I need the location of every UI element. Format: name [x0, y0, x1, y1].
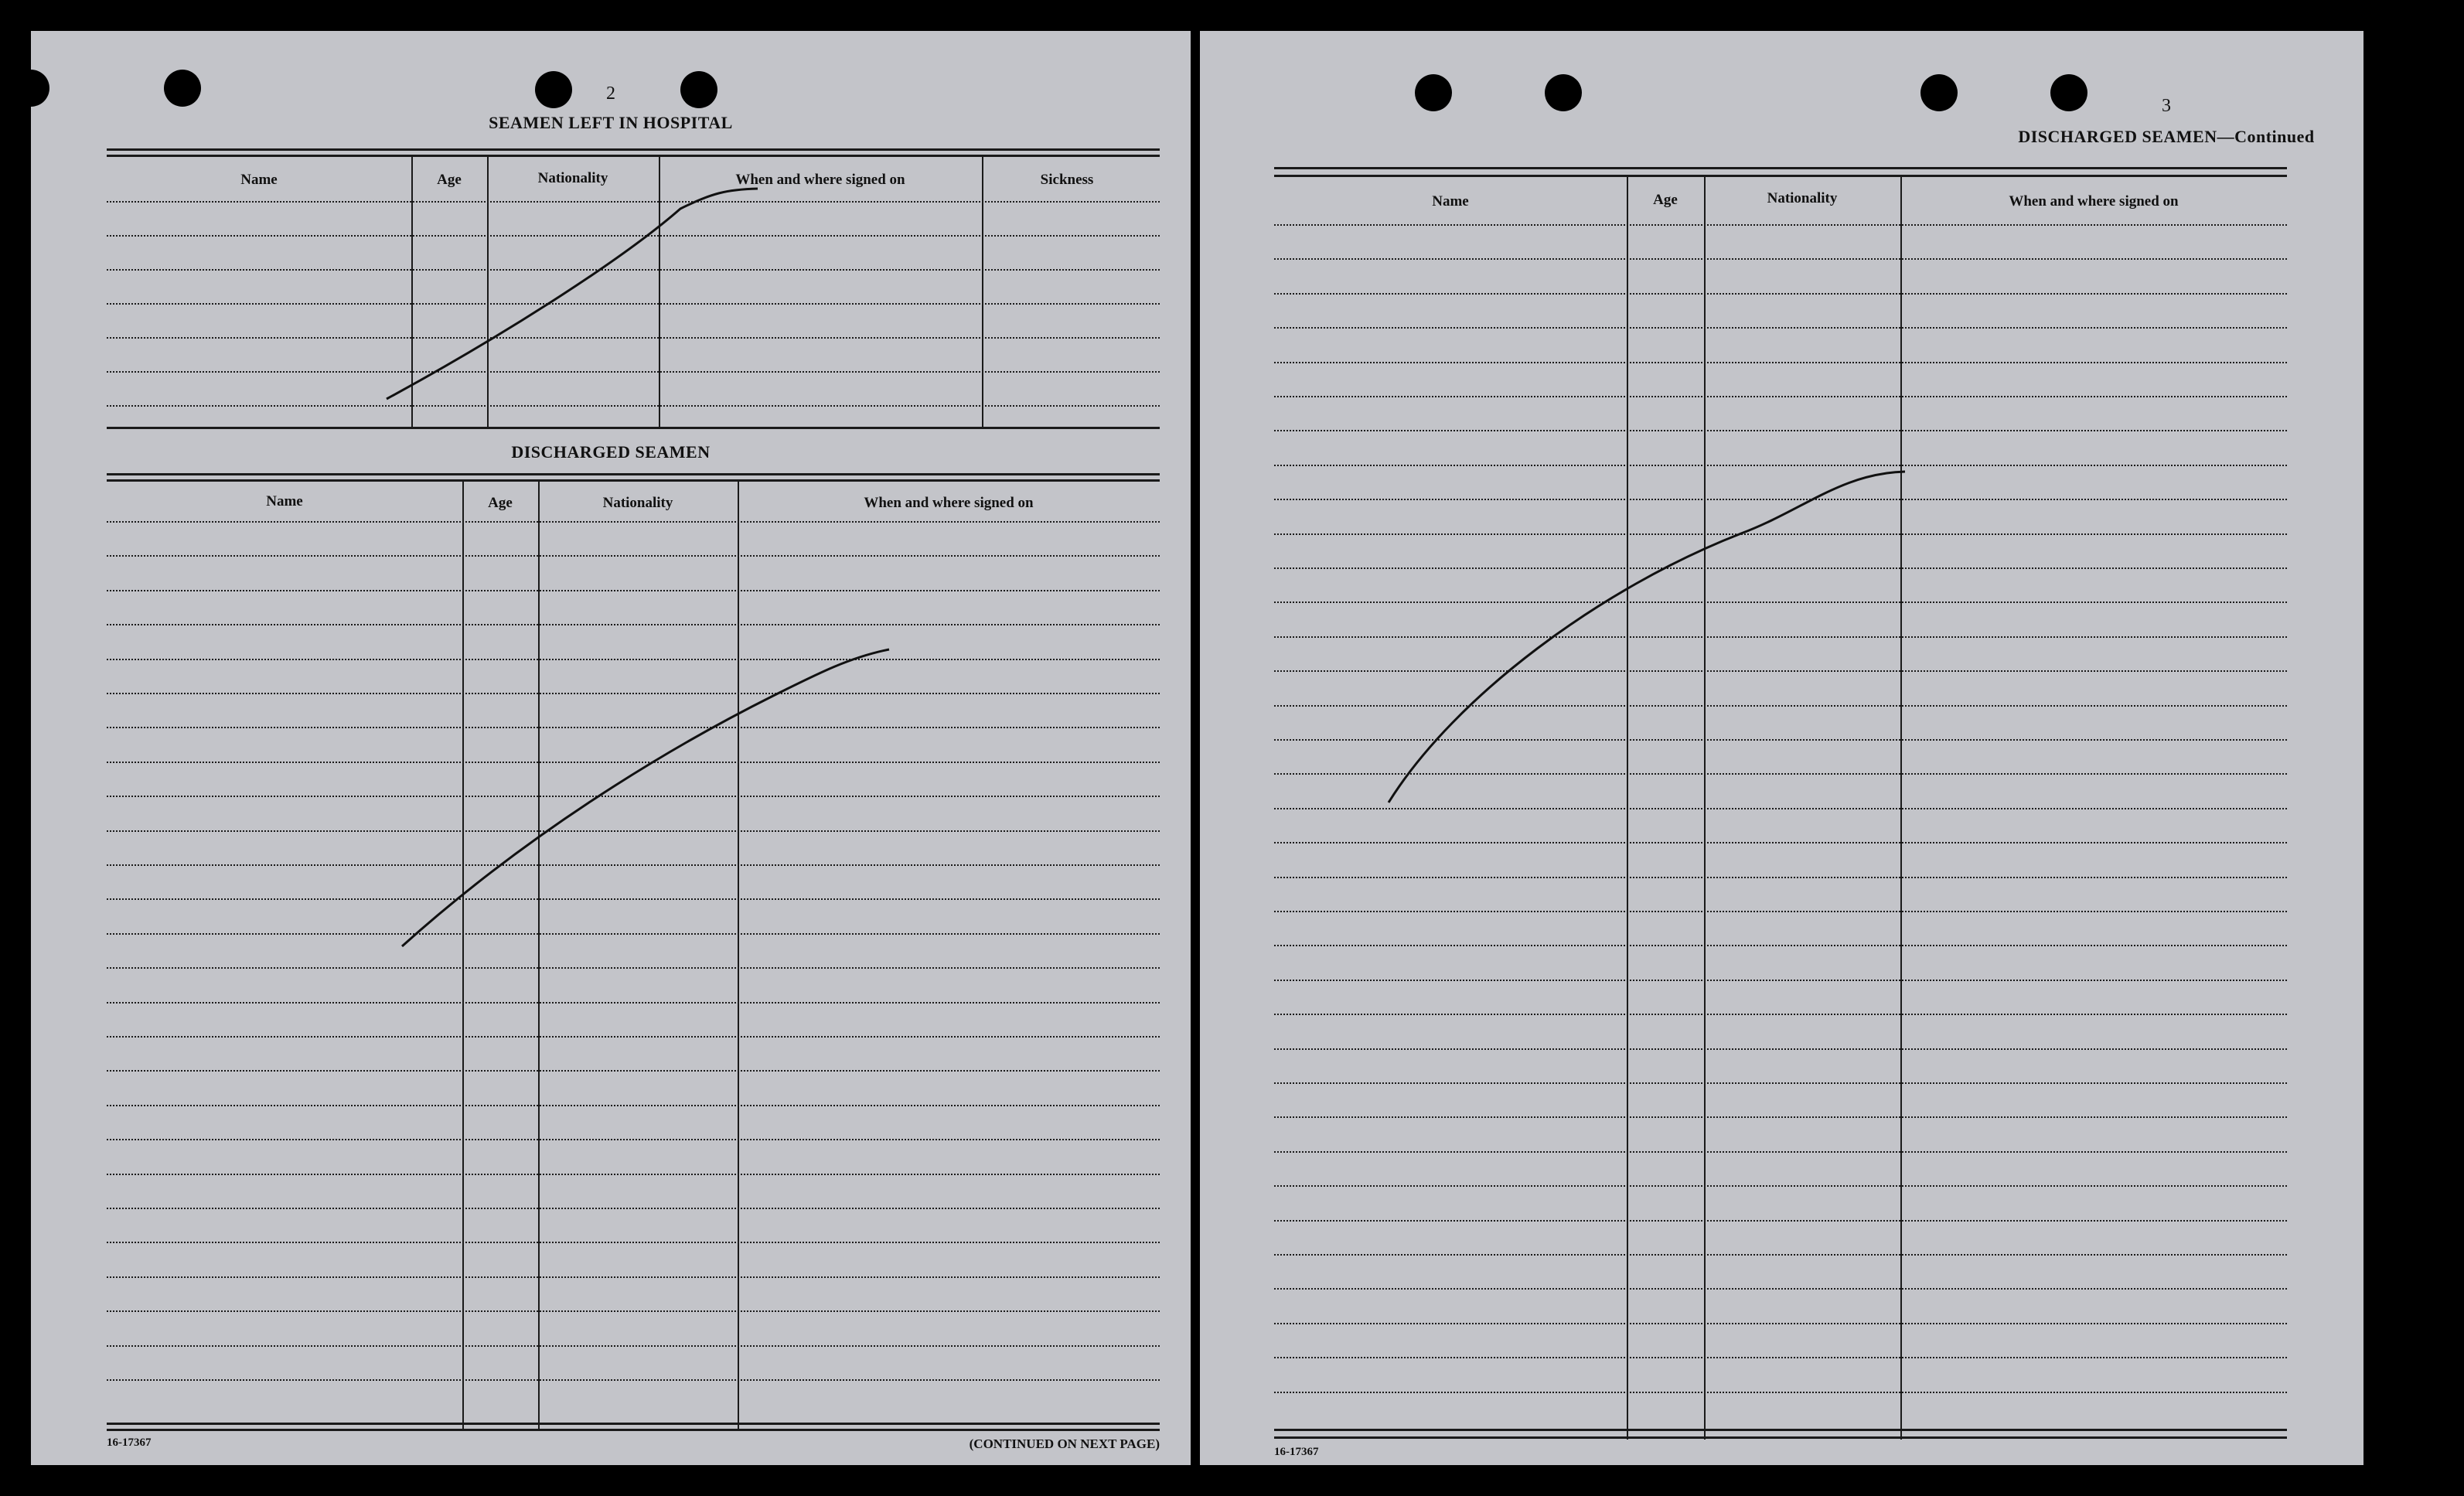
hospital-section-title: SEAMEN LEFT IN HOSPITAL — [489, 113, 733, 132]
ruled-line — [1274, 877, 2287, 878]
column-header-sickness: Sickness — [1040, 172, 1094, 188]
ruled-line — [107, 933, 1160, 935]
ruled-line — [1274, 533, 2287, 535]
ruled-line — [107, 405, 1160, 407]
ruled-line — [1274, 1116, 2287, 1118]
ruled-line — [107, 830, 1160, 832]
left-page — [31, 31, 1191, 1465]
ruled-line — [107, 1345, 1160, 1347]
table-bottom-rule — [107, 427, 1160, 429]
punch-hole — [1415, 74, 1452, 111]
column-header-name: Name — [1432, 193, 1469, 210]
ruled-line — [1274, 465, 2287, 466]
ruled-line — [1274, 1323, 2287, 1324]
column-divider — [1900, 175, 1902, 1440]
ruled-line — [107, 967, 1160, 969]
ruled-line — [107, 521, 1160, 523]
column-header-name: Name — [240, 172, 278, 188]
table-top-rule — [107, 148, 1160, 151]
discharged-continued-title: DISCHARGED SEAMEN—Continued — [2018, 127, 2315, 146]
page-number: 3 — [2162, 96, 2171, 116]
table-top-rule — [1274, 175, 2287, 177]
ruled-line — [1274, 499, 2287, 500]
ruled-line — [107, 555, 1160, 557]
table-top-rule — [1274, 167, 2287, 169]
ruled-line — [1274, 945, 2287, 946]
ruled-line — [107, 201, 1160, 203]
ruled-line — [107, 371, 1160, 373]
column-header-age: Age — [1653, 192, 1678, 208]
ruled-line — [107, 1070, 1160, 1072]
ruled-line — [107, 796, 1160, 797]
ruled-line — [107, 1276, 1160, 1278]
form-number: 16-17367 — [1274, 1446, 1319, 1458]
ruled-line — [1274, 224, 2287, 226]
ruled-line — [107, 337, 1160, 339]
column-divider — [538, 479, 540, 1429]
table-bottom-rule — [1274, 1436, 2287, 1439]
ruled-line — [107, 762, 1160, 763]
ruled-line — [1274, 430, 2287, 431]
punch-hole — [1545, 74, 1582, 111]
punch-hole — [535, 71, 572, 108]
ruled-line — [1274, 258, 2287, 260]
table-bottom-rule — [1274, 1429, 2287, 1431]
punch-hole — [2050, 74, 2087, 111]
column-divider — [462, 479, 464, 1429]
ruled-line — [1274, 1288, 2287, 1290]
column-divider — [411, 155, 413, 428]
ruled-line — [1274, 1082, 2287, 1084]
column-header-nationality: Nationality — [602, 495, 673, 511]
column-divider — [738, 479, 739, 1429]
ruled-line — [107, 624, 1160, 625]
ruled-line — [107, 1379, 1160, 1381]
ruled-line — [1274, 1185, 2287, 1187]
ruled-line — [1274, 842, 2287, 843]
ruled-line — [1274, 911, 2287, 912]
form-number: 16-17367 — [107, 1436, 152, 1449]
ruled-line — [1274, 808, 2287, 809]
column-divider — [982, 155, 983, 428]
ruled-line — [107, 1036, 1160, 1038]
ruled-line — [107, 590, 1160, 591]
ruled-line — [1274, 1151, 2287, 1153]
ruled-line — [107, 727, 1160, 728]
ruled-line — [1274, 567, 2287, 569]
ruled-line — [107, 1310, 1160, 1312]
ruled-line — [107, 898, 1160, 900]
ruled-line — [1274, 293, 2287, 295]
table-top-rule — [107, 479, 1160, 482]
column-header-name: Name — [266, 493, 303, 509]
ruled-line — [1274, 1357, 2287, 1358]
ruled-line — [1274, 773, 2287, 775]
punch-hole — [1920, 74, 1958, 111]
ruled-line — [1274, 362, 2287, 363]
cancellation-strokes — [31, 31, 1191, 1465]
ruled-line — [107, 693, 1160, 694]
column-header-signed-on: When and where signed on — [735, 172, 905, 188]
punch-hole — [164, 70, 201, 107]
footer-note: (CONTINUED ON NEXT PAGE) — [969, 1436, 1160, 1451]
punch-hole — [12, 70, 49, 107]
ruled-line — [1274, 1014, 2287, 1015]
column-divider — [1627, 175, 1628, 1440]
ruled-line — [1274, 1220, 2287, 1222]
ruled-line — [107, 1208, 1160, 1209]
ruled-line — [107, 1139, 1160, 1140]
column-header-age: Age — [488, 495, 513, 511]
cancellation-strokes — [1200, 31, 2363, 1465]
ruled-line — [107, 269, 1160, 271]
page-number: 2 — [606, 83, 615, 104]
ruled-line — [1274, 1254, 2287, 1256]
table-bottom-rule — [107, 1429, 1160, 1431]
table-top-rule — [107, 473, 1160, 475]
ruled-line — [1274, 1392, 2287, 1393]
punch-hole — [680, 71, 717, 108]
column-header-nationality: Nationality — [1767, 190, 1838, 206]
column-divider — [659, 155, 660, 428]
ruled-line — [1274, 980, 2287, 981]
ruled-line — [1274, 739, 2287, 741]
discharged-section-title: DISCHARGED SEAMEN — [511, 442, 711, 462]
ruled-line — [107, 1105, 1160, 1106]
column-divider — [487, 155, 489, 428]
right-page — [1200, 31, 2363, 1465]
ruled-line — [107, 235, 1160, 237]
ruled-line — [107, 659, 1160, 660]
column-header-age: Age — [437, 172, 462, 188]
column-header-signed-on: When and where signed on — [2009, 193, 2179, 210]
table-top-rule — [107, 155, 1160, 157]
ruled-line — [107, 1242, 1160, 1243]
ruled-line — [1274, 396, 2287, 397]
ruled-line — [107, 1174, 1160, 1175]
ruled-line — [1274, 670, 2287, 672]
ruled-line — [107, 864, 1160, 866]
column-header-signed-on: When and where signed on — [864, 495, 1034, 511]
ruled-line — [107, 1002, 1160, 1004]
ruled-line — [1274, 1048, 2287, 1050]
column-divider — [1704, 175, 1706, 1440]
ruled-line — [1274, 601, 2287, 603]
column-header-nationality: Nationality — [537, 170, 608, 186]
ruled-line — [1274, 327, 2287, 329]
ruled-line — [1274, 705, 2287, 707]
ruled-line — [1274, 636, 2287, 638]
table-bottom-rule — [107, 1423, 1160, 1425]
ruled-line — [107, 303, 1160, 305]
